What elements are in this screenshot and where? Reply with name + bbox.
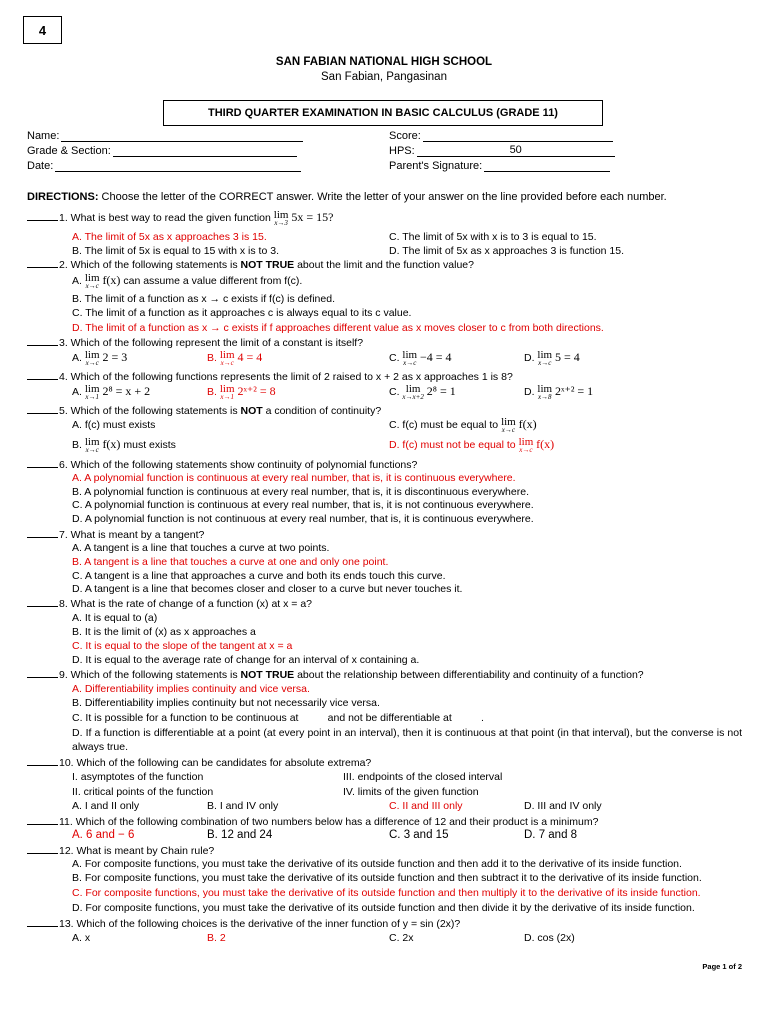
q6-option-a: A. A polynomial function is continuous at every real number, that is, it is continuous everywhere. [72,472,516,484]
lim-expr [85,273,100,290]
lim-sub: x→3 [274,219,288,227]
name-field[interactable] [27,130,303,142]
q10-item-i: I. asymptotes of the function [72,771,204,783]
name-label: Name: [27,130,60,142]
date-field[interactable] [27,160,301,172]
date-line[interactable] [55,160,301,172]
question-9 [27,668,644,681]
q12-option-c: C. For composite functions, you must take the derivative of its outside function and then multiply it to the derivative of its inside function. [72,887,701,899]
question-3 [27,336,363,349]
q7-option-d: D. A tangent is a line that becomes closer and closer to a curve but never touches it. [72,583,463,595]
q4-option-a [72,384,150,401]
q3-c-math: −4 = 4 [420,350,452,364]
q8-option-a: A. It is equal to (a) [72,612,158,624]
question-7 [27,528,204,541]
question-5 [27,404,381,417]
q5-d-math: f(x) [536,437,555,451]
q7-stem: 7. What is meant by a tangent? [59,529,205,541]
page-footer: Page 1 of 2 [702,962,742,971]
q2-stem-pre: 2. Which of the following statements is [59,259,241,271]
q12-stem: 12. What is meant by Chain rule? [59,845,215,857]
parent-signature-field[interactable] [389,160,610,172]
q5-b-pre: B. [72,439,82,451]
answer-blank-10[interactable] [27,756,58,766]
q1-stem: 1. What is best way to read the given function [59,212,271,224]
q4-stem: 4. Which of the following functions represents the limit of 2 raised to x + 2 as x approaches 1 is 8? [59,371,513,383]
answer-blank-13[interactable] [27,917,58,927]
lim-expr [274,210,289,227]
question-2 [27,258,474,271]
q13-option-c: C. 2x [389,932,414,944]
date-label: Date: [27,160,54,172]
lim-word: lim [273,209,289,221]
q10-item-iv: IV. limits of the given function [343,786,479,798]
lim-sub: x→c [220,359,234,367]
q5-option-a: A. f(c) must exists [72,419,156,431]
lim-word: lim [405,383,421,395]
lim-expr [85,350,100,367]
q4-a-label: A. [72,386,82,398]
q4-c-label: C. [389,386,400,398]
hps-label: HPS: [389,145,415,157]
hps-value: 50 [417,145,615,157]
lim-sub: x→c [85,446,99,454]
q5-stem-bold: NOT [240,405,263,417]
q2-stem-bold: NOT TRUE [240,259,295,271]
q1-option-b: B. The limit of 5x is equal to 15 with x is to 3. [72,245,279,257]
q9-option-c: C. It is possible for a function to be continuous at and not be differentiable at . [72,712,484,724]
q2-option-d: D. The limit of a function as x → c exists if f approaches different value as x moves closer to c from both directions. [72,322,604,334]
lim-word: lim [84,272,100,284]
score-label: Score: [389,130,421,142]
q6-option-b: B. A polynomial function is continuous at every real number, that is, it is discontinuous everywhere. [72,486,529,498]
q13-option-d: D. cos (2x) [524,932,575,944]
lim-sub: x→8 [537,393,552,401]
q7-option-c: C. A tangent is a line that approaches a curve and both its ends touch this curve. [72,570,446,582]
parent-line[interactable] [484,160,610,172]
q12-option-d: D. For composite functions, you must take the derivative of its outside function and then divide it by the derivative of its inside function. [72,902,695,914]
q3-a-label: A. [72,352,82,364]
q3-c-label: C. [389,352,400,364]
lim-word: lim [84,383,100,395]
q2-option-a [72,273,302,290]
q8-stem: 8. What is the rate of change of a function (x) at x = a? [59,598,313,610]
lim-expr [501,417,516,434]
lim-expr [220,384,235,401]
answer-blank-6[interactable] [27,458,58,468]
q8-option-d: D. It is equal to the average rate of change for an interval of x containing a. [72,654,420,666]
answer-blank-3[interactable] [27,336,58,346]
hps-field [389,145,615,157]
q5-c-math: f(x) [518,417,537,431]
lim-sub: x→c [85,282,99,290]
q10-item-iii: III. endpoints of the closed interval [343,771,503,783]
q9-option-d: D. If a function is differentiable at a point (at every point in an interval), then it is continuous at that point (in that interval), but the converse is not always true. [72,727,742,753]
q6-option-d: D. A polynomial function is not continuous at every real number, that is, it is continuous everywhere. [72,513,534,525]
q13-option-b: B. 2 [207,932,226,944]
lim-word: lim [402,349,418,361]
q8-option-c: C. It is equal to the slope of the tangent at x = a [72,640,293,652]
q10-option-b: B. I and IV only [207,800,279,812]
q5-b-math: f(x) [102,437,121,451]
page-number-box [23,16,62,44]
q1-option-c: C. The limit of 5x with x is to 3 is equal to 15. [389,231,597,243]
q10-item-ii: II. critical points of the function [72,786,214,798]
q9-stem-bold: NOT TRUE [240,669,295,681]
q11-option-c: C. 3 and 15 [389,829,449,841]
q4-option-b [207,384,276,401]
name-line[interactable] [61,130,303,142]
question-13 [27,917,460,930]
q12-option-b: B. For composite functions, you must take the derivative of its outside function and then subtract it to the derivative of its inside function. [72,872,702,884]
q10-stem: 10. Which of the following can be candidates for absolute extrema? [59,757,372,769]
lim-expr [537,350,552,367]
exam-title: THIRD QUARTER EXAMINATION IN BASIC CALCULUS (GRADE 11) [163,100,603,126]
school-name: SAN FABIAN NATIONAL HIGH SCHOOL [275,56,493,68]
lim-sub: x→c [538,359,552,367]
q3-option-d [524,350,580,367]
q2-a-label: A. [72,275,82,287]
grade-label: Grade & Section: [27,145,111,157]
q5-d-pre: D. f(c) must not be equal to [389,439,516,451]
q4-b-label: B. [207,386,217,398]
q4-a-math: 2⁸ = x + 2 [102,384,151,398]
answer-blank-7[interactable] [27,528,58,538]
q6-stem: 6. Which of the following statements show continuity of polynomial functions? [59,459,418,471]
q5-b-post: must exists [120,439,176,451]
q7-option-a: A. A tangent is a line that touches a curve at two points. [72,542,330,554]
answer-blank-8[interactable] [27,597,58,607]
answer-blank-12[interactable] [27,844,58,854]
q11-option-a: A. 6 and − 6 [72,829,135,841]
q4-c-math: 2⁸ = 1 [426,384,456,398]
question-6 [27,458,417,471]
school-town: San Fabian, Pangasinan [321,71,447,83]
directions-label: DIRECTIONS: [27,191,99,203]
lim-word: lim [84,349,100,361]
q1-option-a: A. The limit of 5x as x approaches 3 is 15. [72,231,267,243]
grade-field[interactable] [27,145,297,157]
question-12 [27,844,214,857]
q12-option-a: A. For composite functions, you must take the derivative of its outside function and then add it to the derivative of its inside function. [72,858,682,870]
lim-expr [85,437,100,454]
q5-stem-post: a condition of continuity? [262,405,382,417]
answer-blank-2[interactable] [27,258,58,268]
lim-expr [519,437,534,454]
lim-sub: x→c [501,426,515,434]
q4-b-math: 2ˣ⁺² = 8 [237,384,276,398]
question-4 [27,370,513,383]
q5-stem-pre: 5. Which of the following statements is [59,405,241,417]
lim-word: lim [219,383,235,395]
q6-option-c: C. A polynomial function is continuous at every real number, that is, it is not continuous everywhere. [72,499,534,511]
q10-option-a: A. I and II only [72,800,140,812]
lim-expr [402,350,417,367]
q3-b-math: 4 = 4 [237,350,263,364]
score-field[interactable] [389,130,613,142]
lim-word: lim [518,436,534,448]
q5-option-d [389,437,554,454]
q3-b-label: B. [207,352,217,364]
page-number: 4 [38,22,47,38]
q11-option-d: D. 7 and 8 [524,829,578,841]
answer-blank-11[interactable] [27,815,58,825]
question-10 [27,756,371,769]
q5-option-c [389,417,537,434]
directions [27,191,667,203]
q2-option-b: B. The limit of a function as x → c exists if f(c) is defined. [72,293,335,305]
lim-sub: x→c [403,359,417,367]
lim-sub: x→x+2 [402,393,424,401]
question-1 [27,210,333,227]
lim-sub: x→c [85,359,99,367]
q9-stem-pre: 9. Which of the following statements is [59,669,241,681]
q2-a-math: f(x) [102,273,121,287]
answer-blank-1[interactable] [27,211,58,221]
answer-blank-5[interactable] [27,404,58,414]
lim-word: lim [537,349,553,361]
answer-blank-9[interactable] [27,668,58,678]
lim-expr [85,384,100,401]
q10-option-d: D. III and IV only [524,800,602,812]
lim-expr [537,384,552,401]
q5-option-b [72,437,176,454]
lim-word: lim [501,416,516,428]
q9-option-a: A. Differentiability implies continuity and vice versa. [72,683,310,695]
q13-stem: 13. Which of the following choices is the derivative of the inner function of y = sin (2x)? [59,918,461,930]
q3-option-b [207,350,262,367]
q2-option-c: C. The limit of a function as it approaches c is always equal to its c value. [72,307,412,319]
question-11 [27,815,598,828]
q2-stem-post: about the limit and the function value? [294,259,474,271]
lim-word: lim [219,349,235,361]
q3-option-a [72,350,127,367]
score-line[interactable] [423,130,613,142]
lim-word: lim [537,383,553,395]
q1-option-d: D. The limit of 5x as x approaches 3 is function 15. [389,245,625,257]
lim-sub: x→1 [220,393,234,401]
q9-option-b: B. Differentiability implies continuity but not necessarily vice versa. [72,697,380,709]
q7-option-b: B. A tangent is a line that touches a curve at one and only one point. [72,556,389,568]
q4-option-c [389,384,456,401]
q3-d-math: 5 = 4 [555,350,580,364]
q2-a-text: can assume a value different from f(c). [120,275,303,287]
q3-stem: 3. Which of the following represent the limit of a constant is itself? [59,337,364,349]
q3-d-label: D. [524,352,535,364]
lim-word: lim [84,436,100,448]
q4-option-d [524,384,593,401]
q3-option-c [389,350,452,367]
lim-expr [220,350,235,367]
q11-option-b: B. 12 and 24 [207,829,273,841]
q13-option-a: A. x [72,932,91,944]
q1-math: 5x = 15? [291,210,334,224]
q10-option-c: C. II and III only [389,800,463,812]
q8-option-b: B. It is the limit of (x) as x approaches a [72,626,256,638]
grade-line[interactable] [113,145,297,157]
lim-sub: x→c [519,446,533,454]
q5-c-pre: C. f(c) must be equal to [389,419,499,431]
lim-expr [402,384,423,401]
question-8 [27,597,312,610]
q9-stem-post: about the relationship between differentiability and continuity of a function? [294,669,644,681]
directions-text: Choose the letter of the CORRECT answer. Write the letter of your answer on the line provided before each number. [98,191,667,203]
parent-label: Parent's Signature: [389,160,483,172]
answer-blank-4[interactable] [27,370,58,380]
q3-a-math: 2 = 3 [102,350,128,364]
q4-d-math: 2ˣ⁺² = 1 [555,384,594,398]
q11-stem: 11. Which of the following combination of two numbers below has a difference of 12 and their product is a minimum? [59,816,599,828]
q4-d-label: D. [524,386,535,398]
lim-sub: x→1 [85,393,99,401]
